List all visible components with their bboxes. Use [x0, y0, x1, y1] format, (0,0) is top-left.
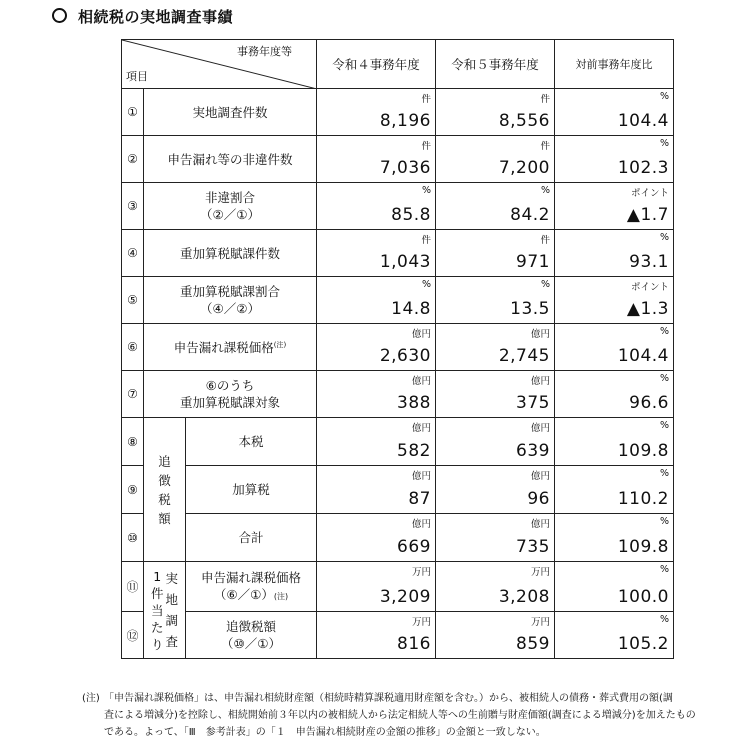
value-cell: % 102.3: [555, 136, 674, 183]
value-cell: 億円 375: [436, 371, 555, 418]
table-row: [122, 466, 674, 514]
row-label: 合計: [186, 514, 317, 562]
table-row: [122, 612, 674, 659]
value-cell: % 109.8: [555, 418, 674, 466]
value-cell: 万円 859: [436, 612, 555, 659]
row-label: 追徴税額 （⑩／①）: [186, 612, 317, 659]
value-cell: 億円 388: [317, 371, 436, 418]
value-cell: % 104.4: [555, 89, 674, 136]
per-case-group-label: 1 件 当 た り 実 地 調 査: [144, 562, 186, 659]
corner-label-year: 事務年度等: [237, 45, 292, 58]
row-label: 申告漏れ課税価格$^{(注)}$: [144, 324, 317, 371]
row-label: 本税: [186, 418, 317, 466]
value-cell: 億円 96: [436, 466, 555, 514]
corner-label-item: 項目: [126, 70, 148, 83]
value-cell: % 110.2: [555, 466, 674, 514]
value-cell: 億円 735: [436, 514, 555, 562]
header-row: [122, 40, 674, 89]
value-cell: % 14.8: [317, 277, 436, 324]
header-corner-cell: [122, 40, 317, 89]
row-index: ⑫: [122, 612, 144, 659]
value-cell: % 109.8: [555, 514, 674, 562]
value-cell: % 100.0: [555, 562, 674, 612]
value-cell: 件 8,556: [436, 89, 555, 136]
footnote-line-2: 査による増減分)を控除し、相続開始前３年以内の被相続人から法定相続人等への生前贈与財産価額(調査による増減分)を加えたもの: [104, 710, 696, 721]
value-cell: 億円 669: [317, 514, 436, 562]
row-label: ⑥のうち 重加算税賦課対象: [144, 371, 317, 418]
table-row: [122, 514, 674, 562]
row-index: ④: [122, 230, 144, 277]
value-cell: 億円 639: [436, 418, 555, 466]
row-index: ①: [122, 89, 144, 136]
row-index: ⑪: [122, 562, 144, 612]
value-cell: 件 1,043: [317, 230, 436, 277]
circle-bullet-icon: [52, 8, 67, 23]
row-index: ⑧: [122, 418, 144, 466]
note-marker: (注): [273, 341, 287, 350]
value-cell: 万円 3,209: [317, 562, 436, 612]
value-cell: % 85.8: [317, 183, 436, 230]
table-row: [122, 371, 674, 418]
row-label: 重加算税賦課件数: [144, 230, 317, 277]
table-row: [122, 230, 674, 277]
value-cell: 件 971: [436, 230, 555, 277]
row-index: ⑦: [122, 371, 144, 418]
value-cell: 件 7,036: [317, 136, 436, 183]
page-title: 相続税の実地調査事績: [52, 6, 233, 27]
row-label: 申告漏れ課税価格 （⑥／①）(注): [186, 562, 317, 612]
table-row: [122, 277, 674, 324]
value-cell: 億円 2,745: [436, 324, 555, 371]
value-cell: 件 8,196: [317, 89, 436, 136]
footnote-marker: (注): [82, 693, 100, 704]
value-cell: % 13.5: [436, 277, 555, 324]
table-row: [122, 562, 674, 612]
header-ratio: 対前事務年度比: [555, 40, 674, 89]
value-cell: % 104.4: [555, 324, 674, 371]
value-cell: 億円 2,630: [317, 324, 436, 371]
row-label: 実地調査件数: [144, 89, 317, 136]
header-r5: 令和５事務年度: [436, 40, 555, 89]
table-row: [122, 89, 674, 136]
survey-results-table: [121, 39, 674, 659]
value-cell: % 93.1: [555, 230, 674, 277]
row-index: ③: [122, 183, 144, 230]
value-cell: 件 7,200: [436, 136, 555, 183]
value-cell: ポイント ▲1.7: [555, 183, 674, 230]
value-cell: % 96.6: [555, 371, 674, 418]
value-cell: 億円 582: [317, 418, 436, 466]
row-index: ②: [122, 136, 144, 183]
row-index: ⑤: [122, 277, 144, 324]
tax-group-label: 追 徴 税 額: [144, 418, 186, 562]
table-row: [122, 324, 674, 371]
value-cell: 万円 3,208: [436, 562, 555, 612]
header-r4: 令和４事務年度: [317, 40, 436, 89]
row-label: 重加算税賦課割合 （④／②）: [144, 277, 317, 324]
row-label: 非違割合 （②／①）: [144, 183, 317, 230]
row-index: ⑥: [122, 324, 144, 371]
footnote-line-3: である。よって、「Ⅲ 参考計表」の「１ 申告漏れ相続財産の金額の推移」の金額と一致しない。: [104, 727, 546, 738]
value-cell: ポイント ▲1.3: [555, 277, 674, 324]
table-row: [122, 418, 674, 466]
row-index: ⑩: [122, 514, 144, 562]
row-label: 加算税: [186, 466, 317, 514]
table-row: [122, 136, 674, 183]
note-marker: (注): [273, 591, 289, 601]
value-cell: 万円 816: [317, 612, 436, 659]
footnote: [82, 690, 712, 741]
footnote-line-1: 「申告漏れ課税価格」は、申告漏れ相続財産額（相続時精算課税適用財産額を含む。）から、被相続人の債務・葬式費用の額(調: [104, 693, 673, 704]
value-cell: % 84.2: [436, 183, 555, 230]
value-cell: % 105.2: [555, 612, 674, 659]
row-label: 申告漏れ等の非違件数: [144, 136, 317, 183]
value-cell: 億円 87: [317, 466, 436, 514]
row-index: ⑨: [122, 466, 144, 514]
table-row: [122, 183, 674, 230]
